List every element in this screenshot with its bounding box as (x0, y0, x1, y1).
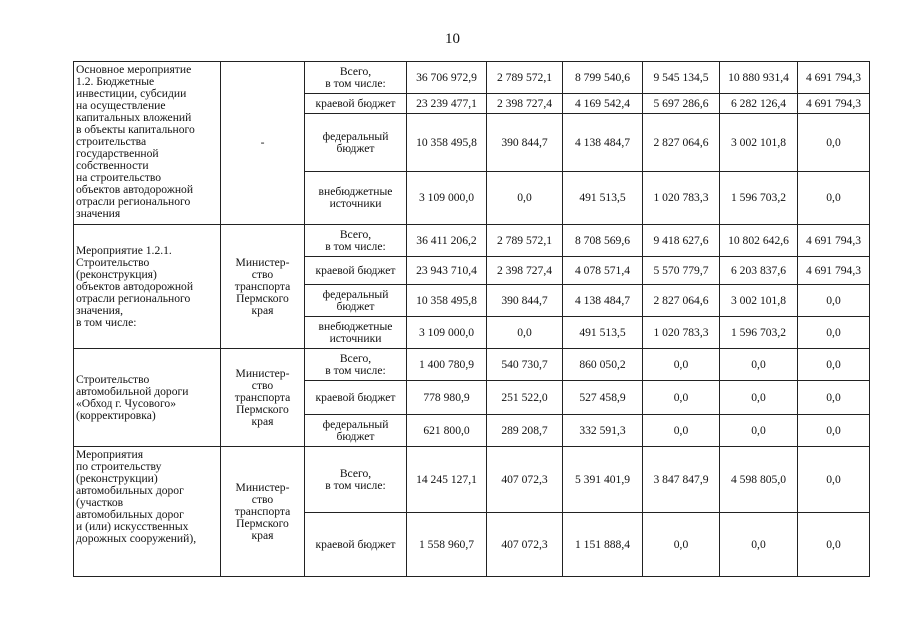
amount-cell: 860 050,2 (563, 349, 643, 381)
funding-source: Всего, в том числе: (305, 225, 407, 257)
amount-cell: 4 138 484,7 (563, 285, 643, 317)
amount-cell: 0,0 (487, 317, 563, 349)
funding-source: федеральный бюджет (305, 114, 407, 172)
amount-cell: 2 789 572,1 (487, 62, 563, 94)
amount-cell: 4 691 794,3 (798, 257, 870, 285)
amount-cell: 0,0 (798, 415, 870, 447)
table-row (74, 62, 870, 94)
amount-cell: 0,0 (643, 349, 720, 381)
amount-cell: 4 691 794,3 (798, 62, 870, 94)
amount-cell: 1 558 960,7 (407, 513, 487, 577)
amount-cell: 23 943 710,4 (407, 257, 487, 285)
amount-cell: 1 020 783,3 (643, 317, 720, 349)
amount-cell: 0,0 (798, 317, 870, 349)
funding-source: краевой бюджет (305, 257, 407, 285)
amount-cell: 0,0 (487, 172, 563, 225)
amount-cell: 0,0 (643, 513, 720, 577)
amount-cell: 2 398 727,4 (487, 94, 563, 114)
amount-cell: 332 591,3 (563, 415, 643, 447)
amount-cell: 2 827 064,6 (643, 114, 720, 172)
amount-cell: 0,0 (720, 381, 798, 415)
amount-cell: 1 400 780,9 (407, 349, 487, 381)
amount-cell: 6 282 126,4 (720, 94, 798, 114)
table-row (74, 447, 870, 513)
amount-cell: 36 411 206,2 (407, 225, 487, 257)
amount-cell: 9 545 134,5 (643, 62, 720, 94)
amount-cell: 0,0 (643, 381, 720, 415)
amount-cell: 3 002 101,8 (720, 114, 798, 172)
funding-source: Всего, в том числе: (305, 447, 407, 513)
activity-name: Мероприятия по строительству (реконструкции) автомобильных дорог (участков автомобильных дорог и (или) искусственных дорожных сооружений), (74, 447, 221, 577)
amount-cell: 10 802 642,6 (720, 225, 798, 257)
amount-cell: 14 245 127,1 (407, 447, 487, 513)
amount-cell: 0,0 (798, 285, 870, 317)
amount-cell: 0,0 (720, 349, 798, 381)
amount-cell: 0,0 (643, 415, 720, 447)
amount-cell: 10 880 931,4 (720, 62, 798, 94)
activity-name: Строительство автомобильной дороги «Обход г. Чусового» (корректировка) (74, 349, 221, 447)
amount-cell: 390 844,7 (487, 114, 563, 172)
funding-source: внебюджетные источники (305, 172, 407, 225)
amount-cell: 540 730,7 (487, 349, 563, 381)
activity-name: Мероприятие 1.2.1. Строительство (реконструкция) объектов автодорожной отрасли регионального значения, в том числе: (74, 225, 221, 349)
amount-cell: 0,0 (720, 415, 798, 447)
amount-cell: 621 800,0 (407, 415, 487, 447)
amount-cell: 2 398 727,4 (487, 257, 563, 285)
amount-cell: 0,0 (798, 513, 870, 577)
amount-cell: 36 706 972,9 (407, 62, 487, 94)
amount-cell: 251 522,0 (487, 381, 563, 415)
amount-cell: 0,0 (798, 349, 870, 381)
executor-name: Министер- ство транспорта Пермского края (221, 447, 305, 577)
funding-source: краевой бюджет (305, 94, 407, 114)
funding-source: краевой бюджет (305, 381, 407, 415)
amount-cell: 3 109 000,0 (407, 172, 487, 225)
amount-cell: 4 691 794,3 (798, 94, 870, 114)
amount-cell: 778 980,9 (407, 381, 487, 415)
amount-cell: 8 708 569,6 (563, 225, 643, 257)
amount-cell: 390 844,7 (487, 285, 563, 317)
funding-source: внебюджетные источники (305, 317, 407, 349)
amount-cell: 2 827 064,6 (643, 285, 720, 317)
amount-cell: 3 109 000,0 (407, 317, 487, 349)
amount-cell: 10 358 495,8 (407, 285, 487, 317)
budget-table (73, 61, 870, 577)
amount-cell: 3 847 847,9 (643, 447, 720, 513)
amount-cell: 0,0 (798, 172, 870, 225)
amount-cell: 4 078 571,4 (563, 257, 643, 285)
amount-cell: 3 002 101,8 (720, 285, 798, 317)
amount-cell: 5 697 286,6 (643, 94, 720, 114)
funding-source: Всего, в том числе: (305, 62, 407, 94)
amount-cell: 8 799 540,6 (563, 62, 643, 94)
amount-cell: 6 203 837,6 (720, 257, 798, 285)
executor-name: Министер- ство транспорта Пермского края (221, 349, 305, 447)
funding-source: федеральный бюджет (305, 415, 407, 447)
executor-name: - (221, 62, 305, 225)
amount-cell: 4 691 794,3 (798, 225, 870, 257)
amount-cell: 4 138 484,7 (563, 114, 643, 172)
amount-cell: 23 239 477,1 (407, 94, 487, 114)
amount-cell: 1 596 703,2 (720, 172, 798, 225)
amount-cell: 2 789 572,1 (487, 225, 563, 257)
amount-cell: 4 169 542,4 (563, 94, 643, 114)
amount-cell: 491 513,5 (563, 172, 643, 225)
funding-source: Всего, в том числе: (305, 349, 407, 381)
table-row (74, 349, 870, 381)
amount-cell: 0,0 (720, 513, 798, 577)
table-body (74, 62, 870, 577)
amount-cell: 491 513,5 (563, 317, 643, 349)
funding-source: федеральный бюджет (305, 285, 407, 317)
amount-cell: 1 596 703,2 (720, 317, 798, 349)
amount-cell: 10 358 495,8 (407, 114, 487, 172)
amount-cell: 5 391 401,9 (563, 447, 643, 513)
amount-cell: 289 208,7 (487, 415, 563, 447)
executor-name: Министер- ство транспорта Пермского края (221, 225, 305, 349)
amount-cell: 5 570 779,7 (643, 257, 720, 285)
amount-cell: 407 072,3 (487, 447, 563, 513)
amount-cell: 0,0 (798, 447, 870, 513)
amount-cell: 1 020 783,3 (643, 172, 720, 225)
funding-source: краевой бюджет (305, 513, 407, 577)
activity-name: Основное мероприятие 1.2. Бюджетные инвестиции, субсидии на осуществление капитальных вложений в объекты капитального строительства государственной собственности на строительство объектов автодорожной отрасли регионального значения (74, 62, 221, 225)
amount-cell: 527 458,9 (563, 381, 643, 415)
amount-cell: 0,0 (798, 381, 870, 415)
amount-cell: 1 151 888,4 (563, 513, 643, 577)
amount-cell: 0,0 (798, 114, 870, 172)
amount-cell: 407 072,3 (487, 513, 563, 577)
page-number: 10 (445, 31, 460, 47)
table-row (74, 225, 870, 257)
amount-cell: 4 598 805,0 (720, 447, 798, 513)
amount-cell: 9 418 627,6 (643, 225, 720, 257)
